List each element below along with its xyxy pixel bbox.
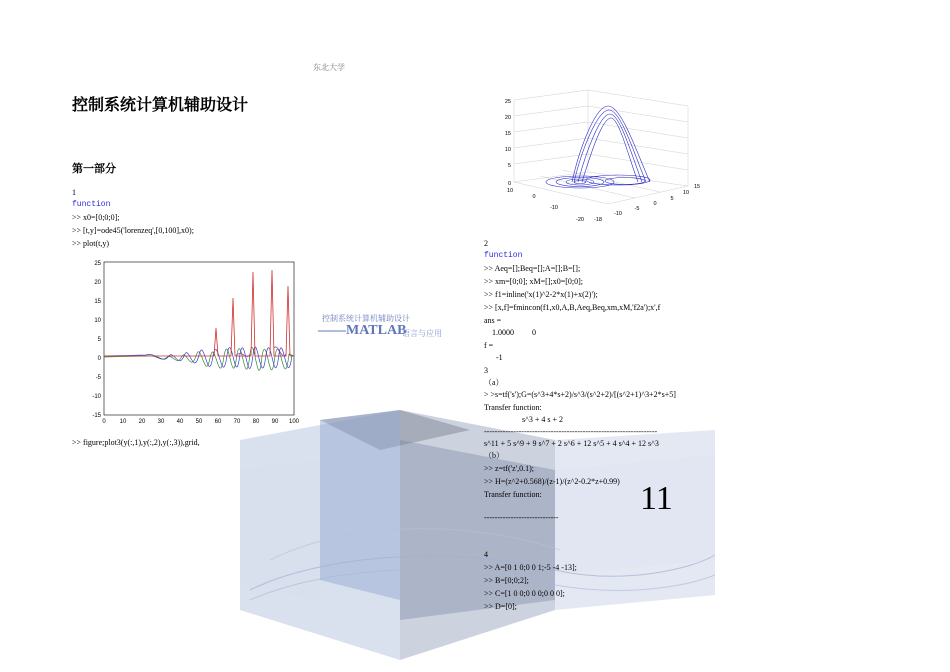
x-tick: 100 <box>288 419 300 425</box>
code-line: >> xm=[0;0]; xM=[];x0=[0;0]; <box>484 277 583 286</box>
code-line: ----------------------------------------------------------------- <box>484 427 658 436</box>
code-line: 1.0000 0 <box>484 328 536 337</box>
x-tick: 20 <box>138 419 146 425</box>
x-tick: 70 <box>233 419 241 425</box>
x-tick: 30 <box>157 419 165 425</box>
z-tick: 20 <box>504 115 511 121</box>
code-line: >> figure;plot3(y(:,1),y(:,2),y(:,3)),grid, <box>72 438 200 447</box>
code-line: >> A=[0 1 0;0 0 1;-5 -4 -13]; <box>484 563 577 572</box>
item-number-4: 4 <box>484 550 488 559</box>
page-number: 11 <box>640 480 673 517</box>
code-line: f = <box>484 341 494 350</box>
item-number-1: 1 <box>72 188 76 197</box>
code-line: >> x0=[0;0;0]; <box>72 213 120 222</box>
y-tick: -5 <box>634 206 640 212</box>
code-line: >> D=[0]; <box>484 602 517 611</box>
y-tick: 15 <box>94 299 101 305</box>
y-tick: -10 <box>614 211 622 217</box>
item-number-2: 2 <box>484 239 488 248</box>
y-tick: 20 <box>94 280 101 286</box>
section-heading: 第一部分 <box>72 162 116 175</box>
y-tick: 25 <box>94 261 101 267</box>
z-tick: 10 <box>504 147 511 153</box>
x-tick: 10 <box>506 188 514 194</box>
code-line: s^3 + 4 s + 2 <box>484 415 564 424</box>
code-line: -1 <box>484 353 503 362</box>
x-tick: 60 <box>214 419 222 425</box>
y-tick: 5 <box>97 337 101 343</box>
z-tick: 15 <box>504 131 511 137</box>
function-keyword: function <box>484 251 523 260</box>
x-tick: -18 <box>594 217 602 223</box>
code-line: >> z=tf('z',0.1); <box>484 464 534 473</box>
z-tick: 0 <box>507 181 511 187</box>
code-line: >> H=(z^2+0.568)/(z-1)/(z^2-0.2*z+0.99) <box>484 477 620 486</box>
header-university: 东北大学 <box>313 63 345 72</box>
x-tick: -10 <box>550 205 558 211</box>
x-tick: 50 <box>195 419 203 425</box>
sub-label-a: （a） <box>484 378 504 387</box>
y-tick: 0 <box>97 356 101 362</box>
code-line: Transfer function: <box>484 403 542 412</box>
code-line: >> [x,f]=fmincon(f1,x0,A,B,Aeq,Beq,xm,xM,'f2a');x',f <box>484 303 661 312</box>
code-line: >> plot(t,y) <box>72 239 110 248</box>
document-title: 控制系统计算机辅助设计 <box>72 95 249 114</box>
code-line: Transfer function: <box>484 490 542 499</box>
x-tick: 90 <box>271 419 279 425</box>
y-tick: 10 <box>94 318 101 324</box>
x-tick: 0 <box>532 194 536 200</box>
code-line: > >s=tf('s');G=(s^3+4*s+2)/s^3/(s^2+2)/[(s^2+1)^3+2*s+5] <box>484 390 676 399</box>
time-series-plot <box>86 258 304 428</box>
x-tick: 0 <box>102 419 106 425</box>
x-tick: 10 <box>119 419 127 425</box>
x-tick: 40 <box>176 419 184 425</box>
code-line: >> [t,y]=ode45('lorenzeq',[0,100],x0); <box>72 226 194 235</box>
code-line: >> B=[0;0;2]; <box>484 576 529 585</box>
y-tick: 5 <box>670 196 674 202</box>
watermark-title: 控制系统计算机辅助设计 <box>322 314 410 323</box>
watermark-matlab: ——MATLAB <box>318 323 407 338</box>
lorenz-3d-plot <box>500 86 705 231</box>
code-line: >> Aeq=[];Beq=[];A=[];B=[]; <box>484 264 581 273</box>
x-tick: -20 <box>576 217 584 223</box>
x-tick: 80 <box>252 419 260 425</box>
code-line: ans = <box>484 316 502 325</box>
y-tick: -5 <box>95 375 101 381</box>
watermark-subtitle: 语言与应用 <box>402 329 442 338</box>
z-tick: 25 <box>504 99 511 105</box>
y-tick: 0 <box>653 201 657 207</box>
code-line: >> f1=inline('x(1)^2-2*x(1)+x(2)'); <box>484 290 598 299</box>
code-line: >> C=[1 0 0;0 0 0;0 0 0]; <box>484 589 565 598</box>
code-line: ---------------------------- <box>484 513 559 522</box>
function-keyword: function <box>72 200 111 209</box>
item-number-3: 3 <box>484 366 488 375</box>
y-tick: 15 <box>693 184 701 190</box>
z-tick: 5 <box>507 163 511 169</box>
y-tick: -15 <box>92 413 101 419</box>
y-tick: 10 <box>682 190 690 196</box>
code-line: s^11 + 5 s^9 + 9 s^7 + 2 s^6 + 12 s^5 + 4 s^4 + 12 s^3 <box>484 439 659 448</box>
y-tick: -10 <box>92 394 101 400</box>
sub-label-b: （b） <box>484 451 504 460</box>
